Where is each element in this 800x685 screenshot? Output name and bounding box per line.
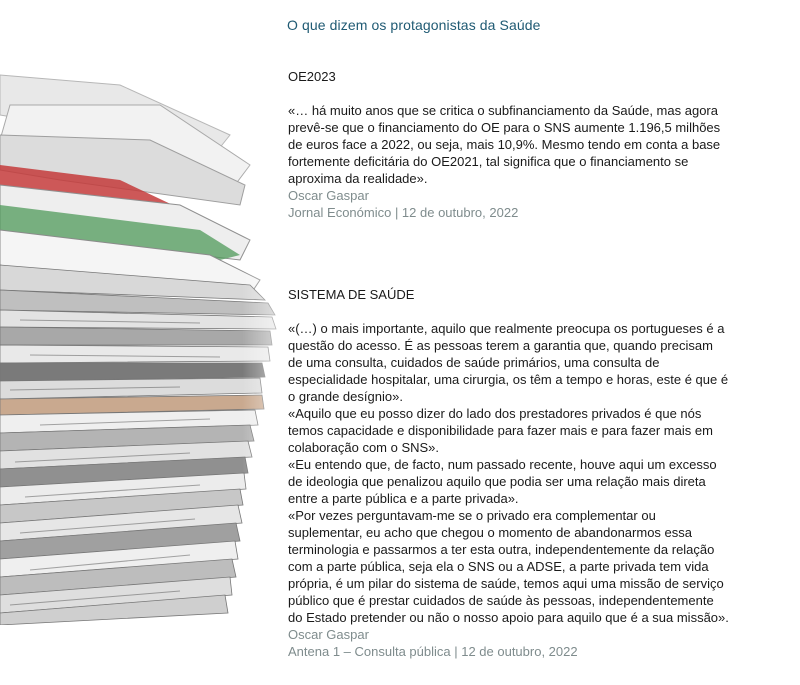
quote-block	[288, 102, 730, 221]
page-title: O que dizem os protagonistas da Saúde	[287, 17, 541, 33]
quote-text: «Aquilo que eu posso dizer do lado dos prestadores privados é que nós temos capacidade e disponibilidade para fazer mais e para fazer mais em colaboração com o SNS».	[288, 406, 713, 455]
quote-text: «Eu entendo que, de facto, num passado recente, houve aqui um excesso de ideologia que penalizou aquilo que podia ser uma relação mais direta entre a parte pública e a parte privada».	[288, 457, 717, 506]
section-sistema-saude	[288, 286, 730, 660]
section-oe2023	[288, 68, 730, 221]
quote-source: Antena 1 – Consulta pública | 12 de outubro, 2022	[288, 644, 578, 659]
quote-text: «… há muito anos que se critica o subfinanciamento da Saúde, mas agora prevê-se que o financiamento do OE para o SNS aumente 1.196,5 milhões de euros face a 2022, ou seja, mais 10,9%. Mesmo tendo em conta a base fortemente deficitária do OE2021, tal significa que o financiamento se aproxima da realidade».	[288, 103, 721, 186]
quote-text: «Por vezes perguntavam-me se o privado era complementar ou suplementar, eu acho que chegou o momento de abandonarmos essa terminologia e passarmos a ter esta outra, independentemente da relação com a parte pública, seja ela o SNS ou a ADSE, a parte privada tem vida própria, é um pilar do sistema de saúde, temos aqui uma missão de serviço público que é prestar cuidados de saúde às pessoas, independentemente do Estado pretender ou não o nosso apoio para aquilo que é a sua missão».	[288, 508, 729, 625]
quote-author: Oscar Gaspar	[288, 627, 369, 642]
quote-block	[288, 320, 730, 660]
quote-author: Oscar Gaspar	[288, 188, 369, 203]
section-heading: SISTEMA DE SAÚDE	[288, 287, 415, 302]
section-heading: OE2023	[288, 69, 336, 84]
newspaper-stack-image	[0, 65, 285, 625]
quote-source: Jornal Económico | 12 de outubro, 2022	[288, 205, 519, 220]
quote-text: «(…) o mais importante, aquilo que realmente preocupa os portugueses é a questão do acesso. É as pessoas terem a garantia que, quando precisam de uma consulta, cuidados de saúde primários, uma consulta de especialidade hospitalar, uma cirurgia, os têm a tempo e horas, este é que é o grande desígnio».	[288, 321, 729, 404]
